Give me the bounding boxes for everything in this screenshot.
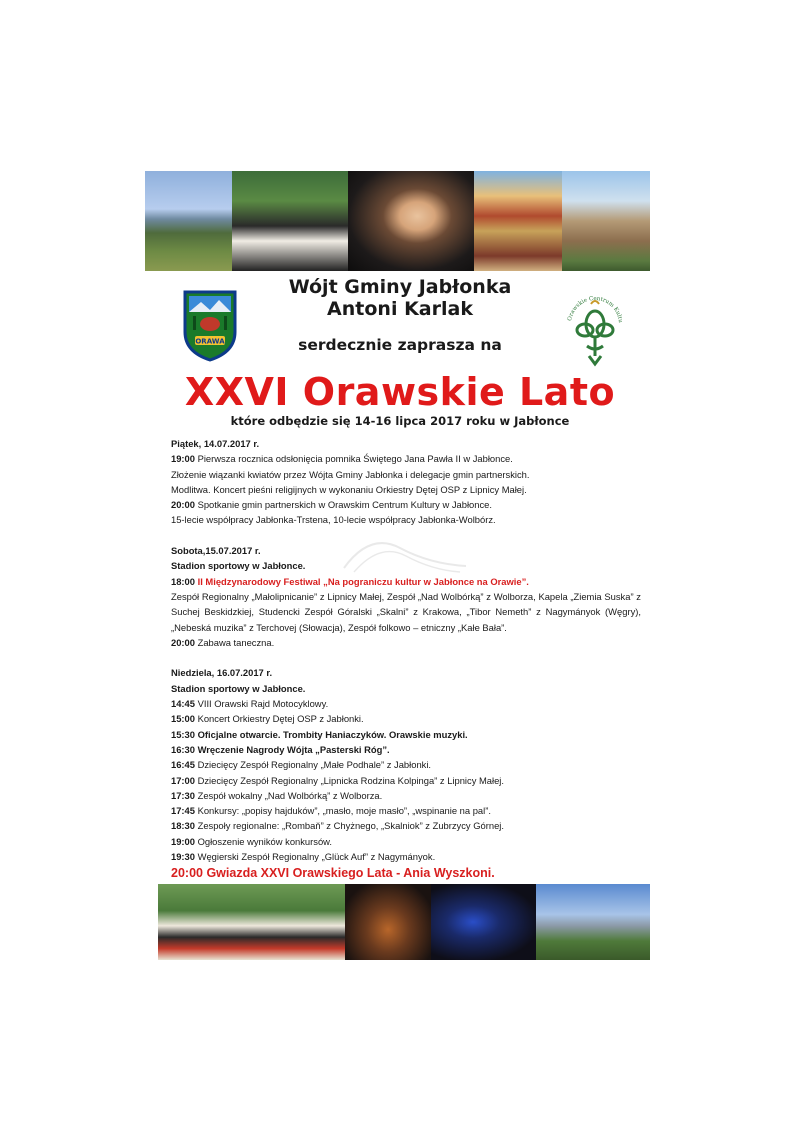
friday-event-2-cont: 15-lecie współpracy Jabłonka-Trstena, 10-lecie współpracy Jabłonka-Wolbórz. bbox=[171, 514, 496, 526]
event-time: 17:30 bbox=[171, 789, 195, 801]
event-time: 17:00 bbox=[171, 774, 195, 786]
landscape-photo bbox=[536, 884, 650, 960]
sunday-event bbox=[171, 818, 641, 833]
event-text: Zespół wokalny „Nad Wolbórką” z Wolborza. bbox=[194, 789, 383, 801]
event-text: Koncert Orkiestry Dętej OSP z Jabłonki. bbox=[194, 713, 364, 725]
event-text: Ogłoszenie wyników konkursów. bbox=[194, 835, 333, 847]
event-title: XXVI Orawskie Lato bbox=[184, 370, 616, 414]
orawa-logo-text: ORAWA bbox=[195, 337, 225, 346]
friday-heading: Piątek, 14.07.2017 r. bbox=[171, 438, 260, 449]
event-time: 14:45 bbox=[171, 698, 195, 710]
event-text: Konkursy: „popisy hajduków”, „masło, moje masło”, „wspinanie na pal”. bbox=[194, 805, 491, 817]
sunday-venue: Stadion sportowy w Jabłonce. bbox=[171, 682, 306, 694]
headliner-announcement: 20:00 Gwiazda XXVI Orawskiego Lata - Ania Wyszkoni. bbox=[171, 866, 495, 880]
event-time: 19:00 bbox=[171, 835, 195, 847]
ock-logo-text: Orawskie Centrum Kultu bbox=[567, 295, 624, 324]
event-time: 20:00 bbox=[171, 499, 195, 511]
mayor-name: Antoni Karlak bbox=[327, 298, 473, 320]
event-time: 16:45 bbox=[171, 759, 195, 771]
event-text: Pierwsza rocznica odsłonięcia pomnika Świętego Jana Pawła II w Jabłonce. bbox=[194, 453, 513, 465]
event-time: 16:30 bbox=[171, 743, 195, 755]
invitation-text: serdecznie zaprasza na bbox=[298, 336, 502, 354]
event-text: Dziecięcy Zespół Regionalny „Lipnicka Rodzina Kolpinga” z Lipnicy Małej. bbox=[194, 774, 504, 786]
event-text: Zabawa taneczna. bbox=[194, 636, 275, 648]
sunday-event bbox=[171, 788, 641, 803]
saturday-dance bbox=[171, 635, 641, 650]
statue-photo bbox=[562, 171, 650, 271]
market-stall-photo bbox=[474, 171, 562, 271]
event-text: Spotkanie gmin partnerskich w Orawskim Centrum Kultury w Jabłonce. bbox=[194, 499, 492, 511]
event-text: Węgierski Zespół Regionalny „Glück Auf” z Nagymányok. bbox=[194, 851, 436, 863]
festival-name: II Międzynarodowy Festiwal „Na pograniczu kultur w Jabłonce na Orawie”. bbox=[194, 575, 529, 587]
event-text: Dziecięcy Zespół Regionalny „Małe Podhale” z Jabłonki. bbox=[194, 759, 432, 771]
event-text: Oficjalne otwarcie. Trombity Haniaczyków. Orawskie muzyki. bbox=[194, 728, 468, 740]
horn-player-photo bbox=[232, 171, 348, 271]
event-text: VIII Orawski Rajd Motocyklowy. bbox=[194, 698, 329, 710]
singer-photo bbox=[348, 171, 474, 271]
saturday-festival bbox=[171, 574, 641, 589]
event-text: Zespoły regionalne: „Rombaň” z Chyżnego, „Skalniok” z Zubrzycy Górnej. bbox=[194, 820, 504, 832]
event-time: 15:30 bbox=[171, 728, 195, 740]
sunday-event bbox=[171, 834, 641, 849]
saturday-heading: Sobota,15.07.2017 r. bbox=[171, 545, 261, 557]
event-time: 19:00 bbox=[171, 453, 195, 465]
event-time: 19:30 bbox=[171, 851, 195, 863]
sunday-event bbox=[171, 711, 641, 726]
event-subtitle: które odbędzie się 14-16 lipca 2017 roku w Jabłonce bbox=[230, 414, 570, 428]
sunday-event bbox=[171, 803, 641, 818]
mayor-title: Wójt Gminy Jabłonka bbox=[288, 276, 512, 298]
friday-event-2 bbox=[171, 497, 641, 512]
program-schedule bbox=[171, 436, 641, 864]
band-photo bbox=[345, 884, 431, 960]
mountain-photo bbox=[145, 171, 232, 271]
sunday-heading: Niedziela, 16.07.2017 r. bbox=[171, 667, 273, 679]
event-text: Wręczenie Nagrody Wójta „Pasterski Róg”. bbox=[194, 743, 390, 755]
sunday-event bbox=[171, 757, 641, 772]
event-time: 15:00 bbox=[171, 713, 195, 725]
friday-event-1-cont2: Modlitwa. Koncert pieśni religijnych w wykonaniu Orkiestry Dętej OSP z Lipnicy Małej. bbox=[171, 483, 527, 495]
friday-event-1-cont: Złożenie wiązanki kwiatów przez Wójta Gminy Jabłonka i delegacje gmin partnerskich. bbox=[171, 468, 530, 480]
sunday-event bbox=[171, 773, 641, 788]
stage-concert-photo bbox=[431, 884, 536, 960]
sunday-event bbox=[171, 742, 641, 757]
sunday-event bbox=[171, 849, 641, 864]
friday-event-1 bbox=[171, 451, 641, 466]
event-time: 17:45 bbox=[171, 805, 195, 817]
sunday-event bbox=[171, 696, 641, 711]
sunday-event bbox=[171, 727, 641, 742]
event-time: 18:30 bbox=[171, 820, 195, 832]
event-time: 20:00 bbox=[171, 636, 195, 648]
folk-dancers-photo bbox=[158, 884, 345, 960]
saturday-groups: Zespół Regionalny „Małolipnicanie” z Lipnicy Małej, Zespół „Nad Wolbórką” z Wolborza, Kapela „Ziemia Suska” z Suchej Beskidzkiej, Studencki Zespół Góralski „Skalni” z Krakowa, „Tibor Nemeth” z Nagymányok (Węgry), „Nebeská muzika” z Terchovej (Słowacja), Zespół folkowo – etniczny „Kałe Bała”. bbox=[171, 590, 641, 633]
event-time: 18:00 bbox=[171, 575, 195, 587]
saturday-venue: Stadion sportowy w Jabłonce. bbox=[171, 560, 306, 572]
